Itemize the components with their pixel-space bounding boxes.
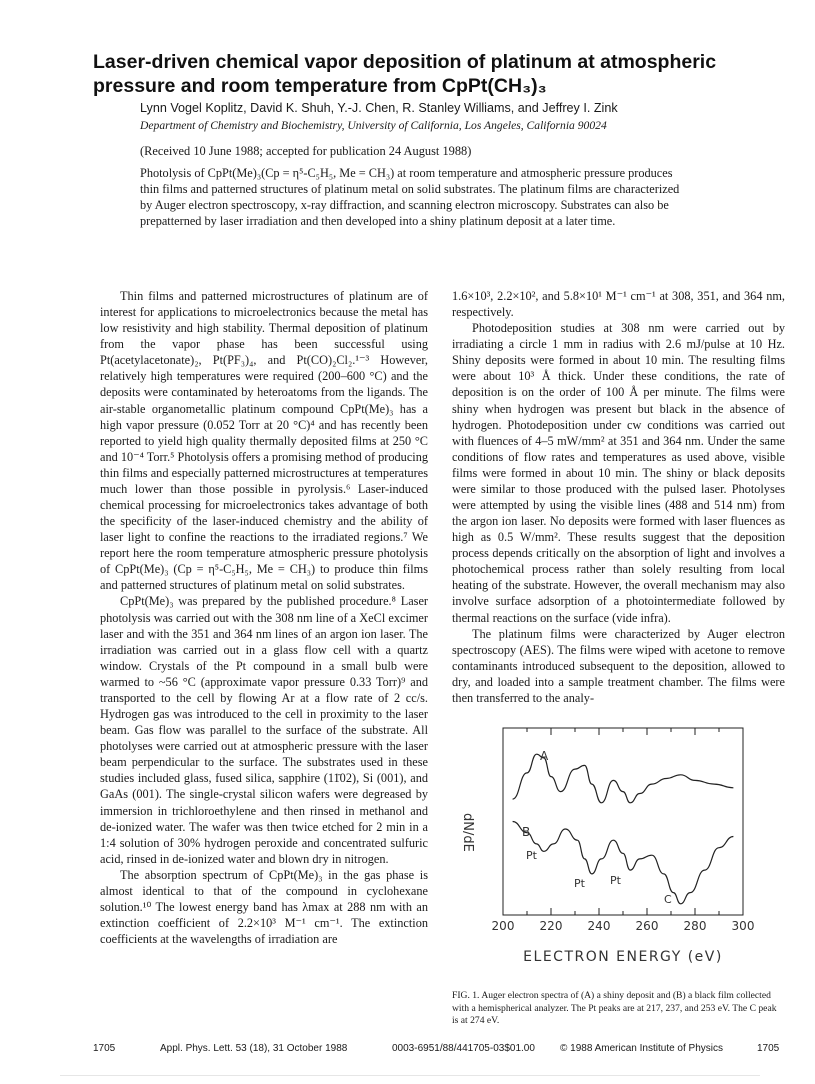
x-tick-labels	[492, 919, 755, 933]
abstract: Photolysis of CpPt(Me)₃(Cp = η⁵-C₅H₅, Me = CH₃) at room temperature and atmospheric pressure produces thin films and patterned structures of platinum metal on solid substrates. The platinum films are characterized by Auger electron spectroscopy, x-ray diffraction, and scanning electron microscopy. Substrates can also be prepatterned by laser irradiation and then developed into a shiny platinum deposit at a later time.	[140, 166, 680, 229]
footer-journal: Appl. Phys. Lett. 53 (18), 31 October 1988	[160, 1043, 348, 1054]
paragraph-continued: 1.6×10³, 2.2×10², and 5.8×10¹ M⁻¹ cm⁻¹ at 308, 351, and 364 nm, respectively.	[452, 289, 785, 320]
footer-copyright: © 1988 American Institute of Physics	[560, 1043, 724, 1054]
y-axis-label: dN/dE	[460, 813, 475, 852]
bottom-tick-marks	[503, 908, 743, 915]
x-tick-label-240: 240	[587, 919, 611, 933]
footer-code: 0003-6951/88/441705-03$01.00	[392, 1043, 535, 1054]
footer-page-number-left: 1705	[93, 1043, 116, 1054]
peak-label-pt-217: Pt	[526, 849, 537, 862]
author-list: Lynn Vogel Koplitz, David K. Shuh, Y.-J. Chen, R. Stanley Williams, and Jeffrey I. Zink	[140, 101, 618, 115]
series-line-b	[513, 822, 734, 904]
x-tick-label-260: 260	[635, 919, 659, 933]
paragraph-absorption: The absorption spectrum of CpPt(Me)₃ in the gas phase is almost identical to that of the compound in cyclohexane solution.¹⁰ The lowest energy band has λmax at 288 nm with an extinction coefficient of 2.2×10³ M⁻¹ cm⁻¹. The extinction coefficients at the wavelengths of irradiation are	[100, 867, 428, 947]
top-tick-marks	[503, 728, 743, 735]
article-title: Laser-driven chemical vapor deposition of platinum at atmospheric pressure and room temperature from CpPt(CH₃)₃	[93, 51, 717, 97]
body-left-column	[100, 288, 428, 948]
body-right-column	[452, 288, 785, 705]
figure-caption: FIG. 1. Auger electron spectra of (A) a shiny deposit and (B) a black film collected with a hemispherical analyzer. The Pt peaks are at 217, 237, and 253 eV. The C peak is at 274 eV.	[452, 990, 777, 1027]
paragraph-auger: The platinum films were characterized by Auger electron spectroscopy (AES). The films were wiped with acetone to remove contaminants introduced subsequent to the deposition, allowed to dry, and loaded into a sample treatment chamber. The films were then transferred to the analy-	[452, 626, 785, 705]
paragraph-photodeposition: Photodeposition studies at 308 nm were carried out by irradiating a circle 1 mm in radius with 2.6 mJ/pulse at 10 Hz. Shiny deposits were formed in about 10 min. The resulting films were about 10³ Å thick. Under these conditions, the rate of deposition is on the order of 100 Å per minute. The films were shiny when hydrogen was present but black in the absence of hydrogen. Photodeposition under cw conditions was carried out with fluences of 4–5 mW/mm² at 351 and 364 nm. Under the same conditions of flow rates and temperatures as used above, visible films were formed in about 10 min. The shiny or black deposits were similar to those produced with the pulsed laser. Photolyses were attempted by using the visible lines (488 and 514 nm) from the argon ion laser. No deposits were formed with laser fluences as high as 0.5 W/mm². These results suggest that the deposition process depends critically on the absorption of light and involves a photochemical process rather than solely resulting from local heating of the substrate. However, the overall mechanism may also involve surface adsorption of a photointermediate followed by thermal reactions on the surface (vide infra).	[452, 321, 785, 625]
auger-spectrum-chart	[460, 723, 758, 983]
bottom-rule	[60, 1075, 760, 1076]
received-date: (Received 10 June 1988; accepted for publication 24 August 1988)	[140, 144, 472, 158]
plot-frame	[503, 728, 743, 915]
paragraph-method: CpPt(Me)₃ was prepared by the published procedure.⁸ Laser photolysis was carried out with the 308 nm line of a XeCl excimer laser and with the 351 and 364 nm lines of an argon ion laser. The irradiation was carried out in a glass flow cell with a quartz window. Crystals of the Pt compound in a small bulb were warmed to ~56 °C (approximate vapor pressure 0.33 Torr)⁹ and transported to the cell by flowing Ar at a flow rate of 2 cc/s. Hydrogen gas was introduced to the cell in proximity to the laser beam. Gas flow was parallel to the surface of the substrate. All photolyses were carried out at atmospheric pressure with the laser beam perpendicular to the surface. The substrates used in these studies included glass, fused silica, sapphire (11̄02), Si (001), and GaAs (001). The single-crystal silicon wafers were degreased by immersion in trichloroethylene and then rinsed in methanol and de-ionized water. The wafer was then twice etched for 2 min in a 1:4 solution of 30% hydrogen peroxide and concentrated sulfuric acid, rinsed in de-ionized water and blown dry in nitrogen.	[100, 594, 428, 866]
curve-label-a: A	[540, 749, 549, 763]
x-axis-label: ELECTRON ENERGY (eV)	[523, 949, 723, 965]
x-tick-label-300: 300	[731, 919, 755, 933]
footer-page-number-right: 1705	[757, 1043, 780, 1054]
x-tick-label-280: 280	[683, 919, 707, 933]
affiliation: Department of Chemistry and Biochemistry, University of California, Los Angeles, California 90024	[140, 119, 607, 132]
x-tick-label-220: 220	[539, 919, 563, 933]
peak-label-pt-237: Pt	[574, 877, 585, 890]
peak-label-c-274: C	[664, 893, 672, 906]
x-tick-label-200: 200	[491, 919, 515, 933]
paragraph-intro: Thin films and patterned microstructures of platinum are of interest for applications to microelectronics because the metal has low resistivity and high stability. Thermal deposition of platinum from the vapor phase has been successful using Pt(acetylacetonate)₂, Pt(PF₃)₄, and Pt(CO)₂Cl₂.¹⁻³ However, relatively high temperatures were required (200–600 °C) and the deposits were contaminated by heteroatoms from the ligands. The air-stable organometallic platinum compound CpPt(Me)₃ has a high vapor pressure (0.052 Torr at 20 °C)⁴ and has recently been reported to yield high quality thermally deposited films at 250 °C and 10⁻⁴ Torr.⁵ Photolysis offers a promising method of producing thin films and especially patterned microstructures at temperatures much lower than those possible in pyrolysis.⁶ Laser-induced chemical processing for microelectronics takes advantage of both the specificity of the laser-induced chemistry and the ability of laser light to confine the reactions to the irradiated regions.⁷ We report here the room temperature atmospheric pressure photolysis of CpPt(Me)₃ (Cp = η⁵-C₅H₅, Me = CH₃) to produce thin films and patterned structures of platinum metal on solid substrates.	[100, 289, 428, 593]
peak-label-pt-253: Pt	[610, 874, 621, 887]
figure-auger-spectra	[460, 723, 758, 983]
curve-label-b: B	[522, 825, 531, 839]
spectrum-series	[513, 754, 734, 904]
